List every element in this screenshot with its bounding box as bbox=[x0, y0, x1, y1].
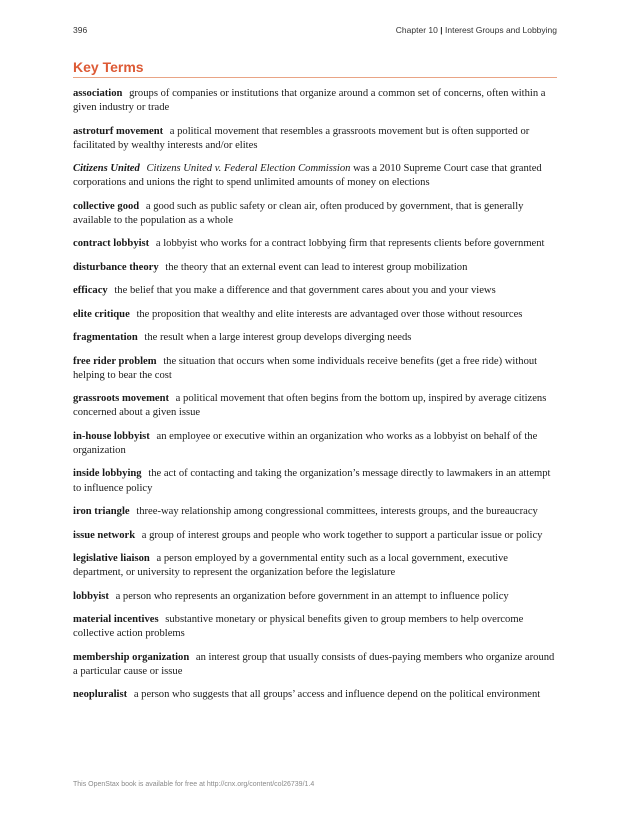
term-definition: a person who suggests that all groups’ access and influence depend on the political environment bbox=[133, 689, 541, 701]
term-definition: three-way relationship among congressional committees, interests groups, and the bureaucracy bbox=[136, 506, 538, 518]
term-definition: substantive monetary or physical benefits given to group members to help overcome collective action problems bbox=[73, 614, 524, 640]
term-definition: was a 2010 Supreme Court case that granted corporations and unions the right to spend unlimited amounts of money on elections bbox=[73, 163, 542, 189]
glossary-entry bbox=[73, 613, 559, 641]
term-definition: a good such as public safety or clean air, often produced by government, that is generally available to the population as a whole bbox=[73, 200, 524, 226]
term-name: astroturf movement bbox=[73, 125, 164, 137]
page-number: 396 bbox=[73, 25, 88, 35]
glossary-entry bbox=[73, 467, 559, 495]
term-name: grassroots movement bbox=[73, 393, 170, 405]
glossary-entry bbox=[73, 331, 559, 345]
term-definition: a political movement that resembles a grassroots movement but is often supported or facilitated by wealthy interests and/or elites bbox=[73, 125, 530, 151]
glossary-entry bbox=[73, 200, 559, 228]
term-definition: an interest group that usually consists of dues-paying members who organize around a particular cause or issue bbox=[73, 651, 555, 677]
case-name: Citizens United v. Federal Election Commission bbox=[146, 163, 351, 175]
term-name: neopluralist bbox=[73, 689, 128, 701]
glossary-entry bbox=[73, 125, 559, 153]
running-head bbox=[396, 25, 557, 35]
term-definition: a person employed by a governmental entity such as a local government, executive department, or university to represent the organization before the legislature bbox=[73, 553, 509, 579]
glossary-entry bbox=[73, 162, 559, 190]
term-name: collective good bbox=[73, 200, 140, 212]
term-name: material incentives bbox=[73, 614, 159, 626]
section-title: Key Terms bbox=[73, 58, 557, 78]
term-name: fragmentation bbox=[73, 332, 138, 344]
header-separator: | bbox=[440, 25, 443, 35]
glossary-entry bbox=[73, 284, 559, 298]
term-definition: the proposition that wealthy and elite interests are advantaged over those without resources bbox=[136, 308, 523, 320]
term-name: disturbance theory bbox=[73, 261, 159, 273]
glossary-entry bbox=[73, 552, 559, 580]
term-name: free rider problem bbox=[73, 355, 157, 367]
term-name: in-house lobbyist bbox=[73, 430, 150, 442]
glossary-entry bbox=[73, 392, 559, 420]
chapter-label: Chapter 10 bbox=[395, 25, 438, 35]
glossary-entry bbox=[73, 261, 559, 275]
glossary-entry bbox=[73, 688, 559, 702]
glossary-entry bbox=[73, 237, 559, 251]
term-definition: groups of companies or institutions that organize around a common set of concerns, often within a given industry or trade bbox=[73, 88, 546, 114]
glossary-entry bbox=[73, 355, 559, 383]
glossary-entry bbox=[73, 529, 559, 543]
term-name: association bbox=[73, 88, 123, 99]
term-definition: a lobbyist who works for a contract lobbying firm that represents clients before government bbox=[155, 238, 545, 250]
term-definition: the result when a large interest group develops diverging needs bbox=[144, 332, 412, 344]
footer-note: This OpenStax book is available for free at http://cnx.org/content/col26739/1.4 bbox=[73, 781, 315, 788]
glossary-entry bbox=[73, 590, 559, 604]
term-name: inside lobbying bbox=[73, 468, 142, 480]
glossary-entry bbox=[73, 430, 559, 458]
glossary-entry bbox=[73, 87, 559, 115]
term-name: issue network bbox=[73, 529, 136, 541]
term-name: iron triangle bbox=[73, 506, 130, 518]
term-definition: the belief that you make a difference and that government cares about you and your views bbox=[114, 285, 496, 297]
glossary-entry bbox=[73, 505, 559, 519]
term-definition: the situation that occurs when some individuals receive benefits (get a free ride) without helping to bear the cost bbox=[73, 355, 538, 381]
term-name: efficacy bbox=[73, 285, 108, 297]
term-name: Citizens United bbox=[73, 163, 140, 175]
term-definition: a person who represents an organization before government in an attempt to influence policy bbox=[115, 590, 509, 602]
glossary-entry bbox=[73, 308, 559, 322]
glossary-entry bbox=[73, 651, 559, 679]
term-name: contract lobbyist bbox=[73, 238, 150, 250]
chapter-title: Interest Groups and Lobbying bbox=[445, 25, 557, 35]
term-definition: a group of interest groups and people who work together to support a particular issue or policy bbox=[141, 529, 543, 541]
term-definition: the act of contacting and taking the organization’s message directly to lawmakers in an attempt to influence policy bbox=[73, 468, 551, 494]
term-name: elite critique bbox=[73, 308, 130, 320]
term-definition: the theory that an external event can lead to interest group mobilization bbox=[165, 261, 468, 273]
key-terms-list bbox=[73, 87, 559, 712]
term-name: legislative liaison bbox=[73, 553, 150, 565]
term-name: lobbyist bbox=[73, 590, 109, 602]
term-definition: an employee or executive within an organization who works as a lobbyist on behalf of the organization bbox=[73, 430, 538, 456]
term-name: membership organization bbox=[73, 651, 190, 663]
term-definition: a political movement that often begins from the bottom up, inspired by average citizens concerned about a given issue bbox=[73, 393, 547, 419]
